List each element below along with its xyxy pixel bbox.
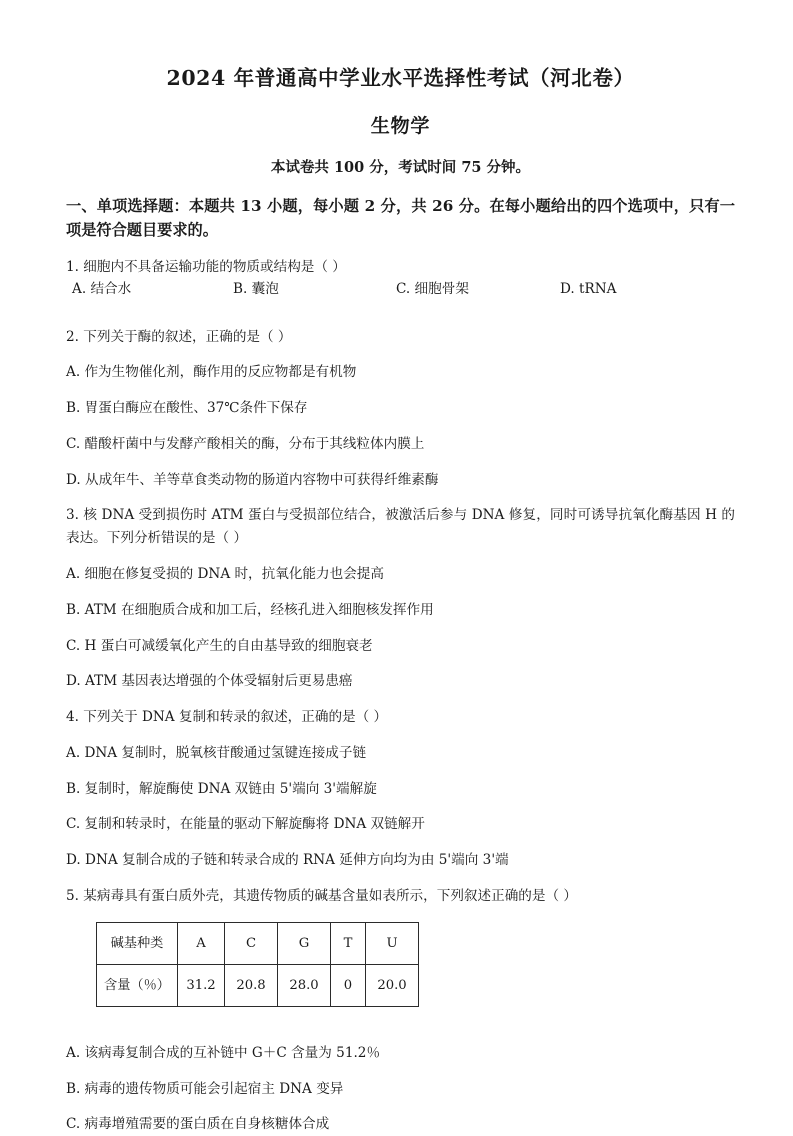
- option-1-d[interactable]: D. tRNA: [560, 280, 617, 297]
- base-content-table-wrap: [66, 908, 735, 1007]
- option-2-a[interactable]: A. 作为生物催化剂，酶作用的反应物都是有机物: [66, 364, 357, 381]
- option-4-c[interactable]: C. 复制和转录时，在能量的驱动下解旋酶将 DNA 双链解开: [66, 816, 425, 833]
- base-content-table: [96, 922, 419, 1007]
- option-1-c[interactable]: C. 细胞骨架: [396, 280, 469, 297]
- table-value-g: 28.0: [278, 964, 331, 1006]
- table-header-c: C: [225, 922, 278, 964]
- table-value-a: 31.2: [178, 964, 225, 1006]
- option-2-b[interactable]: B. 胃蛋白酶应在酸性、37℃条件下保存: [66, 400, 308, 417]
- question-options-1: [66, 279, 735, 313]
- question-stem-5: 5. 某病毒具有蛋白质外壳，其遗传物质的碱基含量如表所示，下列叙述正确的是（ ）: [66, 887, 577, 904]
- option-3-b[interactable]: B. ATM 在细胞质合成和加工后，经核孔进入细胞核发挥作用: [66, 601, 434, 618]
- page-title: 2024 年普通高中学业水平选择性考试（河北卷）: [166, 66, 635, 90]
- table-bottom-spacer: [66, 1007, 735, 1029]
- option-4-b[interactable]: B. 复制时，解旋酶使 DNA 双链由 5'端向 3'端解旋: [66, 780, 377, 797]
- option-3-a[interactable]: A. 细胞在修复受损的 DNA 时，抗氧化能力也会提高: [66, 566, 384, 583]
- table-header-t: T: [331, 922, 366, 964]
- option-2-c[interactable]: C. 醋酸杆菌中与发酵产酸相关的酶，分布于其线粒体内膜上: [66, 435, 425, 452]
- option-2-d[interactable]: D. 从成年牛、羊等草食类动物的肠道内容物中可获得纤维素酶: [66, 471, 439, 488]
- option-3-c[interactable]: C. H 蛋白可减缓氧化产生的自由基导致的细胞衰老: [66, 637, 373, 654]
- table-value-c: 20.8: [225, 964, 278, 1006]
- table-value-u: 20.0: [366, 964, 419, 1006]
- table-header-a: A: [178, 922, 225, 964]
- section-instruction: 一、单项选择题：本题共 13 小题，每小题 2 分，共 26 分。在每小题给出的四个选项中，只有一项是符合题目要求的。: [66, 196, 735, 240]
- table-value-t: 0: [331, 964, 366, 1006]
- table-row: [97, 922, 419, 964]
- option-1-b[interactable]: B. 囊泡: [233, 280, 279, 297]
- option-3-d[interactable]: D. ATM 基因表达增强的个体受辐射后更易患癌: [66, 673, 353, 690]
- table-row-label-content: 含量（％）: [97, 964, 178, 1006]
- option-4-a[interactable]: A. DNA 复制时，脱氧核苷酸通过氢键连接成子链: [66, 744, 367, 761]
- table-header-u: U: [366, 922, 419, 964]
- option-5-a[interactable]: A. 该病毒复制合成的互补链中 G＋C 含量为 51.2％: [66, 1044, 381, 1061]
- option-5-c[interactable]: C. 病毒增殖需要的蛋白质在自身核糖体合成: [66, 1116, 330, 1133]
- option-4-d[interactable]: D. DNA 复制合成的子链和转录合成的 RNA 延伸方向均为由 5'端向 3'端: [66, 852, 509, 869]
- question-stem-1: 1. 细胞内不具备运输功能的物质或结构是（ ）: [66, 258, 346, 275]
- table-row: [97, 964, 419, 1006]
- table-header-g: G: [278, 922, 331, 964]
- subject-title: 生物学: [370, 114, 431, 137]
- question-stem-2: 2. 下列关于酶的叙述，正确的是（ ）: [66, 328, 292, 345]
- option-1-a[interactable]: A. 结合水: [72, 280, 132, 297]
- option-5-b[interactable]: B. 病毒的遗传物质可能会引起宿主 DNA 变异: [66, 1080, 344, 1097]
- exam-note: 本试卷共 100 分，考试时间 75 分钟。: [270, 159, 531, 177]
- table-row-label-base-type: 碱基种类: [97, 922, 178, 964]
- question-stem-3: 3. 核 DNA 受到损伤时 ATM 蛋白与受损部位结合，被激活后参与 DNA 修复，同时可诱导抗氧化酶基因 H 的表达。下列分析错误的是（ ）: [66, 507, 735, 547]
- question-stem-4: 4. 下列关于 DNA 复制和转录的叙述，正确的是（ ）: [66, 709, 388, 726]
